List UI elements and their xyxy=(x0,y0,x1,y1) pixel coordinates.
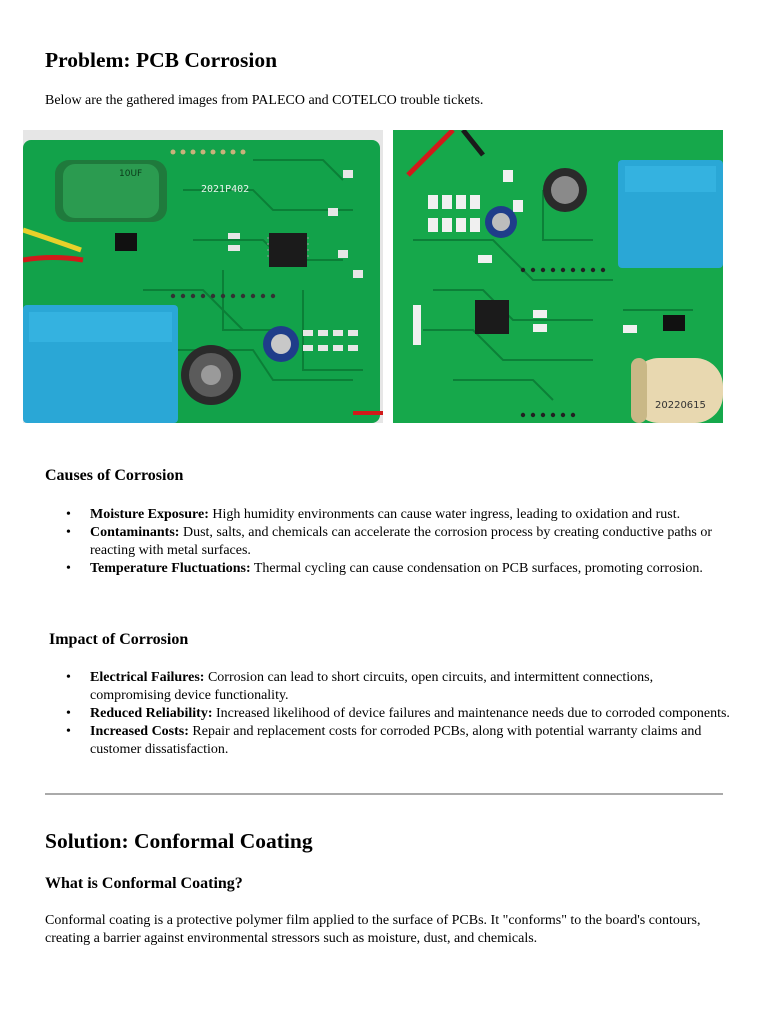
list-item-term: Temperature Fluctuations: xyxy=(90,561,251,576)
capacitor-label: 10UF xyxy=(119,169,143,179)
solution-body: Conformal coating is a protective polymer film applied to the surface of PCBs. It "conforms" to the board's contours, creating a barrier against environmental stressors such as moisture, dust, and chemicals. xyxy=(45,913,701,946)
list-item-term: Moisture Exposure: xyxy=(90,507,209,522)
problem-intro: Below are the gathered images from PALECO and COTELCO trouble tickets. xyxy=(45,93,484,108)
causes-list xyxy=(45,506,730,578)
list-item xyxy=(45,669,730,705)
list-item xyxy=(45,723,730,759)
impact-list xyxy=(45,669,730,759)
list-item-text: Thermal cycling can cause condensation on PCB surfaces, promoting corrosion. xyxy=(250,561,703,576)
list-item-term: Increased Costs: xyxy=(90,724,189,739)
list-item-term: Electrical Failures: xyxy=(90,670,205,685)
board-marking-left: 2021P402 xyxy=(201,184,250,195)
impact-heading: Impact of Corrosion xyxy=(49,631,189,648)
list-item-text: Repair and replacement costs for corroded PCBs, along with potential warranty claims and customer dissatisfaction. xyxy=(90,724,702,757)
list-item-text: Corrosion can lead to short circuits, open circuits, and intermittent connections, compromising device functionality. xyxy=(90,670,654,703)
list-item xyxy=(45,524,730,560)
pcb-photo-right xyxy=(393,130,723,423)
list-item-text: High humidity environments can cause water ingress, leading to oxidation and rust. xyxy=(208,507,681,522)
list-item-text: Increased likelihood of device failures and maintenance needs due to corroded components. xyxy=(212,706,730,721)
section-divider xyxy=(45,793,723,795)
list-item xyxy=(45,705,730,723)
problem-title: Problem: PCB Corrosion xyxy=(45,48,278,72)
causes-heading: Causes of Corrosion xyxy=(45,467,184,484)
list-item-text: Dust, salts, and chemicals can accelerate the corrosion process by creating conductive paths or reacting with metal surfaces. xyxy=(90,525,713,558)
list-item xyxy=(45,560,730,578)
solution-title: Solution: Conformal Coating xyxy=(45,829,313,853)
battery-marking: 20220615 xyxy=(655,400,706,411)
list-item-term: Contaminants: xyxy=(90,525,180,540)
list-item xyxy=(45,506,730,524)
pcb-photo-left xyxy=(23,130,383,423)
list-item-term: Reduced Reliability: xyxy=(90,706,213,721)
solution-subheading: What is Conformal Coating? xyxy=(45,875,243,892)
